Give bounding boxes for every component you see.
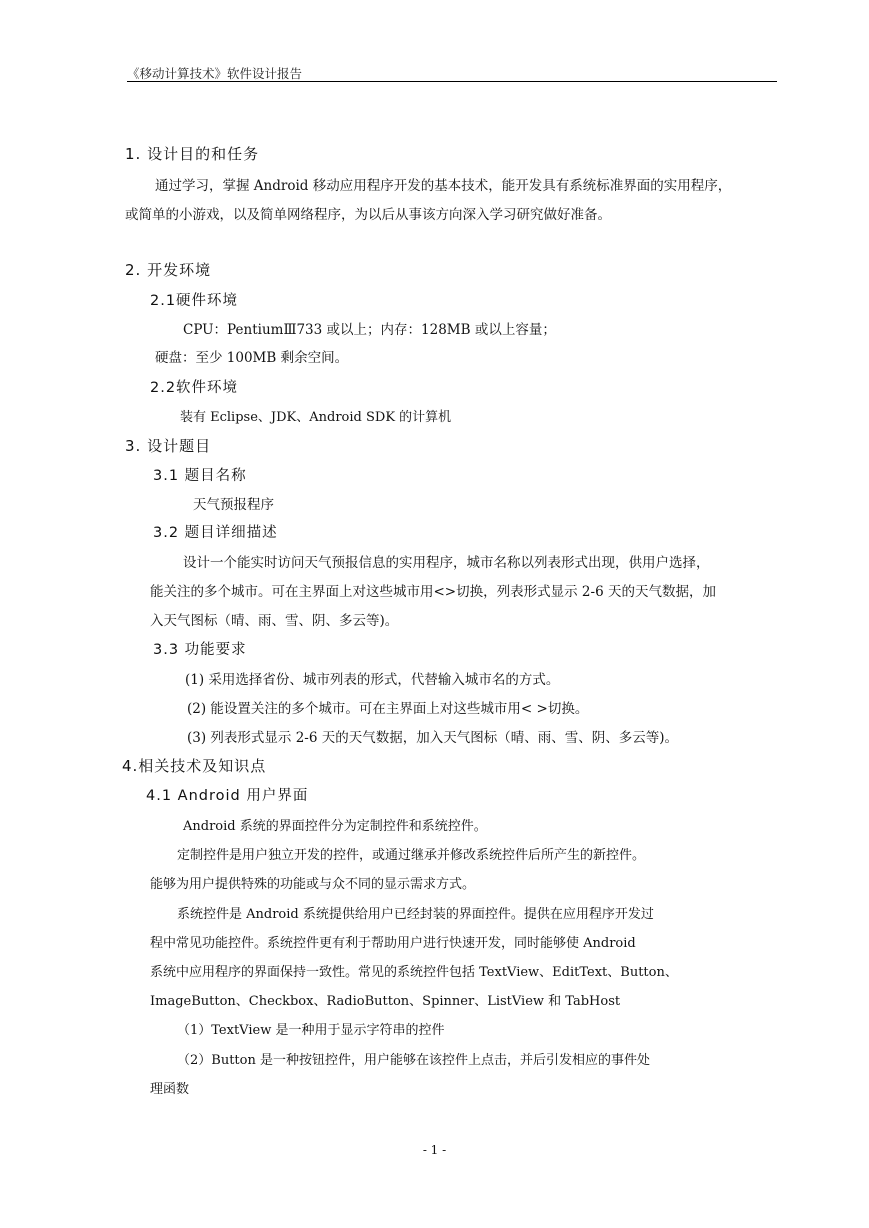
paragraph-line: （2）Button 是一种按钮控件，用户能够在该控件上点击，并后引发相应的事件处	[177, 1053, 650, 1068]
paragraph-line: 系统中应用程序的界面保持一致性。常见的系统控件包括 TextView、EditText、Button、	[150, 965, 678, 980]
subsection-heading: 3.1 题目名称	[153, 468, 247, 484]
paragraph-line: 通过学习，掌握 Android 移动应用程序开发的基本技术，能开发具有系统标准界面的实用程序，	[155, 178, 732, 194]
subsection-heading: 2.2软件环境	[150, 380, 239, 396]
section-heading: 2. 开发环境	[125, 261, 212, 279]
list-item: (2) 能设置关注的多个城市。可在主界面上对这些城市用< >切换。	[187, 701, 589, 717]
list-item: (1) 采用选择省份、城市列表的形式，代替输入城市名的方式。	[185, 672, 560, 688]
paragraph-line: 能够为用户提供特殊的功能或与众不同的显示需求方式。	[150, 877, 476, 892]
paragraph-line: 理函数	[150, 1082, 190, 1097]
paragraph-line: Android 系统的界面控件分为定制控件和系统控件。	[183, 819, 487, 834]
list-item: (3) 列表形式显示 2-6 天的天气数据，加入天气图标（晴、雨、雪、阴、多云等)。	[187, 730, 679, 746]
paragraph-line: 设计一个能实时访问天气预报信息的实用程序，城市名称以列表形式出现，供用户选择，	[183, 555, 710, 571]
section-heading: 4.相关技术及知识点	[122, 757, 267, 775]
paragraph-line: 硬盘：至少 100MB 剩余空间。	[155, 350, 349, 366]
paragraph-line: ImageButton、Checkbox、RadioButton、Spinner、ListView 和 TabHost	[150, 994, 621, 1009]
subsection-heading: 3.2 题目详细描述	[153, 525, 278, 541]
section-heading: 3. 设计题目	[125, 437, 212, 455]
paragraph-line: 系统控件是 Android 系统提供给用户已经封装的界面控件。提供在应用程序开发过	[177, 907, 654, 922]
subsection-heading: 3.3 功能要求	[153, 642, 247, 658]
paragraph-line: 程中常见功能控件。系统控件更有利于帮助用户进行快速开发，同时能够使 Android	[150, 936, 636, 951]
page-number: - 1 -	[422, 1143, 447, 1157]
running-header: 《移动计算技术》软件设计报告	[127, 66, 303, 81]
section-heading: 1. 设计目的和任务	[125, 145, 260, 163]
subsection-heading: 4.1 Android 用户界面	[146, 788, 309, 804]
paragraph-line: CPU：PentiumⅢ733 或以上；内存：128MB 或以上容量；	[183, 322, 556, 338]
paragraph-line: 定制控件是用户独立开发的控件，或通过继承并修改系统控件后所产生的新控件。	[177, 848, 646, 863]
paragraph-line: 装有 Eclipse、JDK、Android SDK 的计算机	[180, 410, 452, 425]
paragraph-line: 能关注的多个城市。可在主界面上对这些城市用<>切换，列表形式显示 2-6 天的天气数据，加	[150, 584, 716, 600]
header-rule	[127, 81, 777, 82]
paragraph-line: 入天气图标（晴、雨、雪、阴、多云等)。	[150, 613, 399, 629]
list-item: （1）TextView 是一种用于显示字符串的控件	[177, 1023, 445, 1038]
subsection-heading: 2.1硬件环境	[150, 293, 239, 309]
paragraph-line: 天气预报程序	[193, 497, 274, 513]
paragraph-line: 或简单的小游戏，以及简单网络程序，为以后从事该方向深入学习研究做好准备。	[125, 207, 611, 223]
